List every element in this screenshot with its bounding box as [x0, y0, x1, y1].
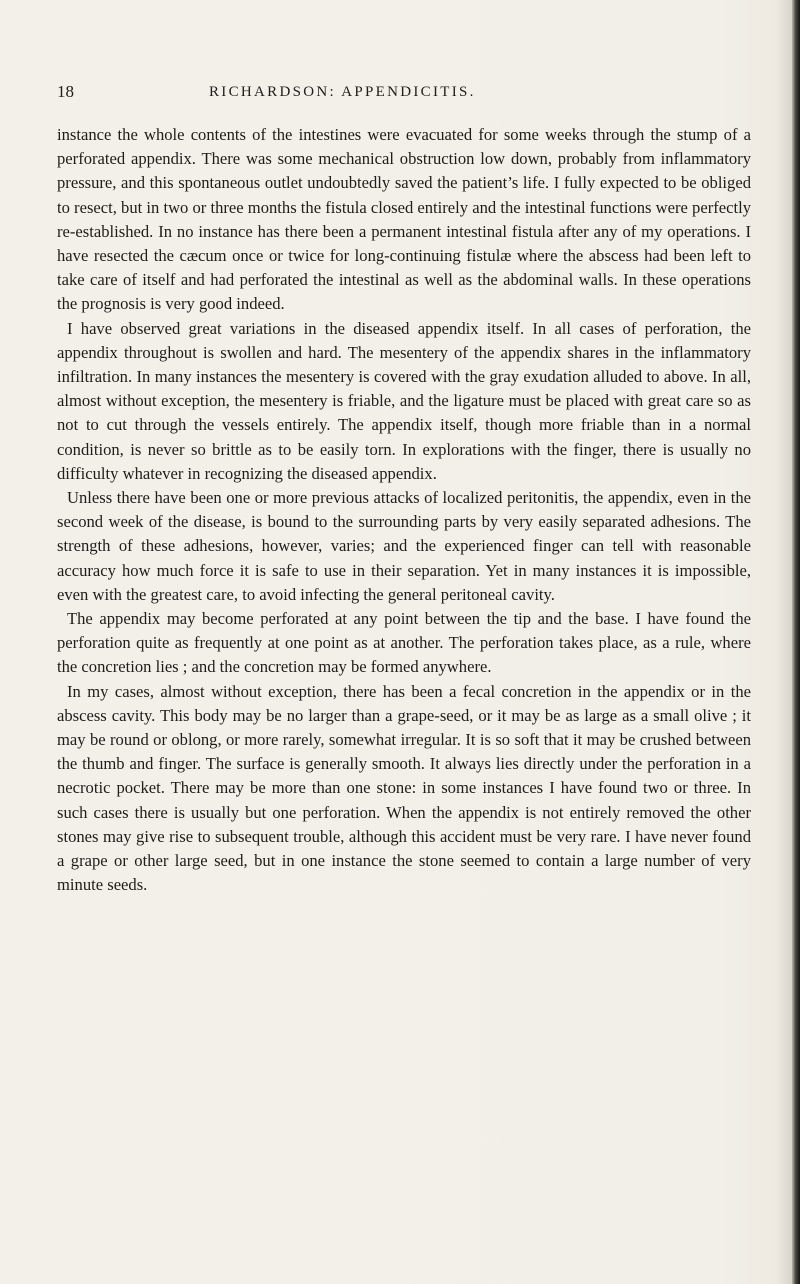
paragraph-fecal-concretion: In my cases, almost without exception, there has been a fecal concretion in the appendix or in the abscess cavity. This body may be no larger than a grape-seed, or it may be as large as a small olive ; it may be round or oblong, or more rarely, somewhat irregular. It is so soft that it may be crushed between the thumb and finger. The surface is generally smooth. It always lies directly under the perforation in a necrotic pocket. There may be more than one stone: in some instances I have found two or three. In such cases there is usually but one perforation. When the appendix is not entirely removed the other stones may give rise to subsequent trouble, although this accident must be very rare. I have never found a grape or other large seed, but in one instance the stone seemed to contain a large number of very minute seeds.: [57, 681, 751, 895]
paragraph-continuation: instance the whole contents of the intestines were evacuated for some weeks through the stump of a perforated appendix. There was some mechanical obstruction low down, probably from inflammatory pressure, and this spontaneous outlet undoubtedly saved the patient’s life. I fully expected to be obliged to resect, but in two or three months the fistula closed entirely and the intestinal functions were perfectly re-established. In no instance has there been a permanent intestinal fistula after any of my operations. I have resected the cæcum once or twice for long-continuing fistulæ where the abscess had been left to take care of itself and had perforated the intestinal as well as the abdominal walls. In these operations the prognosis is very good indeed.: [57, 125, 751, 314]
paragraph-appendix-variations: I have observed great variations in the diseased appendix itself. In all cases of perforation, the appendix throughout is swollen and hard. The mesentery of the appendix shares in the inflammatory infiltration. In many instances the mesentery is covered with the gray exudation alluded to above. In all, almost without exception, the mesentery is friable, and the ligature must be placed with great care so as not to cut through the vessels entirely. The appendix itself, though more friable than in a normal condition, is never so brittle as to be easily torn. In explorations with the finger, there is usually no difficulty whatever in recognizing the diseased appendix.: [57, 318, 751, 483]
body-text: [57, 123, 751, 898]
paragraph-perforation-location: The appendix may become perforated at any point between the tip and the base. I have found the perforation quite as frequently at one point as at another. The perforation takes place, as a rule, where the concretion lies ; and the concretion may be formed anywhere.: [57, 609, 751, 677]
page-edge-shadow: [792, 0, 800, 1284]
page-number: 18: [57, 82, 74, 101]
running-title: RICHARDSON: APPENDICITIS.: [209, 84, 476, 100]
paragraph-adhesions: Unless there have been one or more previous attacks of localized peritonitis, the appendix, even in the second week of the disease, is bound to the surrounding parts by very easily separated adhesions. The strength of these adhesions, however, varies; and the experienced finger can tell with reasonable accuracy how much force it is safe to use in their separation. Yet in many instances it is impossible, even with the greatest care, to avoid infecting the general peritoneal cavity.: [57, 488, 751, 604]
running-head: [57, 82, 757, 108]
